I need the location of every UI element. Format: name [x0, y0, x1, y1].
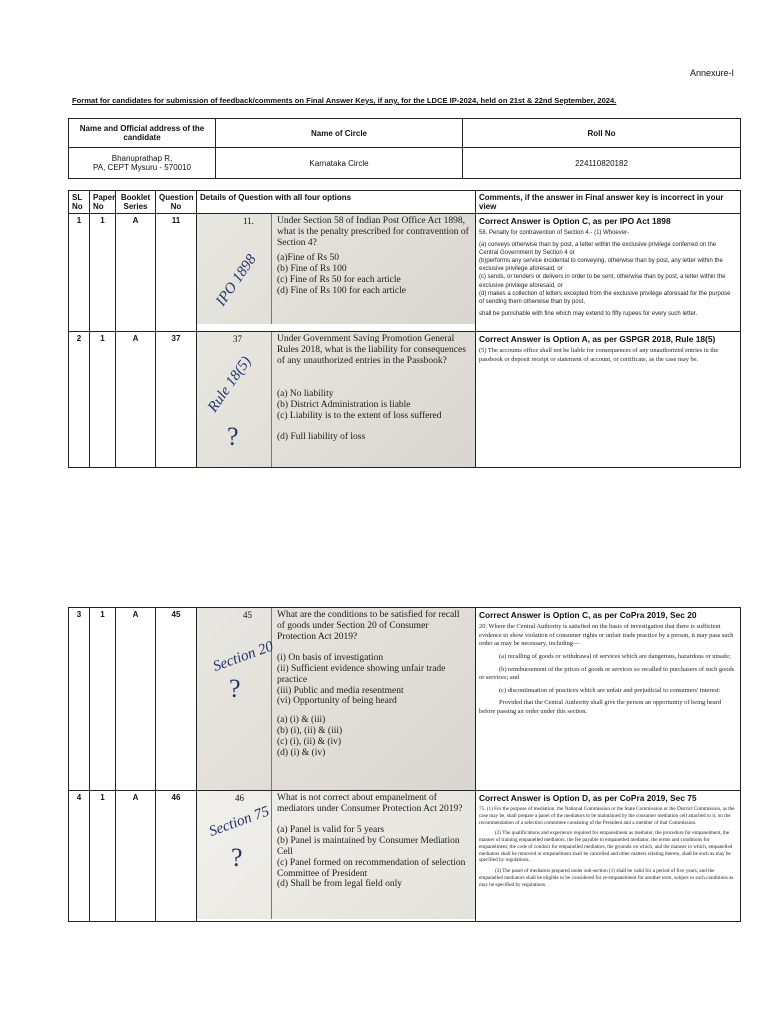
row-question: 11 — [156, 214, 197, 332]
act-excerpt — [479, 806, 737, 888]
scan-option: (b) District Administration is liable — [277, 399, 411, 410]
handwritten-annotation: Section 20 — [211, 638, 276, 676]
scan-option: (ii) Sufficient evidence showing unfair trade practice — [277, 663, 446, 685]
handwritten-question-mark: ? — [229, 674, 241, 703]
excerpt-paragraph: (2) The qualifications and experience required for empanelment as mediator, the procedure for empanelment, the manner of training empanelled mediators, the fee payable to empanelled mediator, the terms and conditions for empanelment, the code of conduct for empanelled mediators, the grounds on which, and the manner in which, empanelled mediators shall be removed or empanelment shall be cancelled and other matters relating thereto, shall be such as may be specified by regulations. — [479, 830, 733, 864]
question-scan-cell — [197, 214, 476, 332]
handwritten-annotation: Rule 18(5) — [205, 353, 255, 416]
excerpt-paragraph: (c) sends, or tenders or delivers in order to be sent, otherwise than by post, a letter within the exclusive privilege aforesaid, or — [479, 274, 726, 289]
correct-answer-statement: Correct Answer is Option C, as per IPO Act 1898 — [479, 216, 671, 226]
row-sl: 3 — [69, 608, 90, 791]
candidate-roll-no: 224110820182 — [463, 148, 741, 179]
table-row — [69, 608, 741, 791]
row-booklet: A — [116, 332, 156, 468]
scan-option: (a) No liability — [277, 388, 334, 399]
answer-comment-cell — [476, 608, 741, 791]
correct-answer-statement: Correct Answer is Option A, as per GSPGR 2018, Rule 18(5) — [479, 334, 716, 344]
handwritten-annotation: Section 75 — [207, 803, 272, 841]
row-booklet: A — [116, 791, 156, 922]
excerpt-paragraph: shall be punishable with fine which may extend to fifty rupees for every such letter. — [479, 310, 698, 317]
excerpt-paragraph: 20. Where the Central Authority is satisfied on the basis of investigation that there is sufficient evidence to show violation of consumer rights or unfair trade practice by a person, it may pass such order as may be necessary, including— — [479, 623, 734, 648]
row-sl: 4 — [69, 791, 90, 922]
header-sl: SL No — [69, 191, 90, 214]
handwritten-annotation: IPO 1898 — [213, 251, 260, 310]
question-scan-cell — [197, 791, 476, 922]
header-circle: Name of Circle — [216, 119, 463, 148]
scan-question-number: 45 — [243, 610, 252, 620]
excerpt-paragraph: (d) makes a collection of letters excepted from the exclusive privilege aforesaid for the purpose of sending them otherwise than by post, — [479, 290, 731, 305]
excerpt-paragraph: (3) The panel of mediators prepared under sub-section (1) shall be valid for a period of five years, and the empanelled mediators shall be eligible to be considered for re-empanelment for another term, subject to such conditions as may be specified by regulations. — [479, 868, 734, 888]
scan-option: (d) Fine of Rs 100 for each article — [277, 285, 406, 296]
act-excerpt — [479, 229, 737, 318]
excerpt-paragraph: (a) conveys otherwise than by post, a letter within the exclusive privilege conferred on the Central Government by Section 4 or — [479, 242, 717, 257]
scan-option: (d) (i) & (iv) — [277, 748, 326, 759]
scan-option: (c) (i), (ii) & (iv) — [277, 737, 342, 748]
question-table-part-1 — [68, 190, 741, 468]
excerpt-paragraph: (5) The accounts office shall not be liable for consequences of any unauthorized entries in the passbook or deposit receipt or statement of account, or certificate, as the case may be. — [479, 347, 719, 363]
table-row — [69, 332, 741, 468]
scan-question-number: 11. — [243, 216, 254, 226]
handwritten-question-mark: ? — [231, 843, 243, 872]
scan-question-text: Under Government Saving Promotion General Rules 2018, what is the liability for consequences of any unauthorized entries in the Passbook? — [277, 334, 466, 366]
row-sl: 1 — [69, 214, 90, 332]
header-question: Question No — [156, 191, 197, 214]
scan-option: (c) Panel formed on recommendation of selection Committee of President — [277, 857, 466, 879]
excerpt-paragraph: 58. Penalty for contravention of Section 4.- (1) Whoever- — [479, 230, 630, 236]
scan-question-number: 37 — [233, 334, 242, 344]
excerpt-paragraph: (b) reimbursement of the prices of goods or services so recalled to purchasers of such goods or services; and — [479, 665, 735, 682]
correct-answer-statement: Correct Answer is Option C, as per CoPra 2019, Sec 20 — [479, 610, 697, 620]
scan-option: (a) (i) & (iii) — [277, 715, 326, 726]
question-scan-image — [197, 608, 475, 790]
header-name-address: Name and Official address of the candidate — [69, 119, 216, 148]
excerpt-paragraph: (a) recalling of goods or withdrawal of services which are dangerous, hazardous or unsafe; — [499, 652, 731, 660]
question-scan-image — [197, 791, 475, 919]
row-sl: 2 — [69, 332, 90, 468]
scan-option: (c) Liability is to the extent of loss suffered — [277, 410, 442, 421]
row-question: 37 — [156, 332, 197, 468]
scan-option: (vi) Opportunity of being heard — [277, 696, 397, 707]
question-table-part-2 — [68, 607, 741, 922]
annexure-label: Annexure-I — [690, 68, 735, 78]
scan-option: (c) Fine of Rs 50 for each article — [277, 274, 401, 285]
scan-option: (d) Shall be from legal field only — [277, 879, 403, 890]
row-paper: 1 — [90, 214, 116, 332]
scan-option: (a)Fine of Rs 50 — [277, 252, 340, 263]
scan-option: (i) On basis of investigation — [277, 652, 384, 663]
excerpt-paragraph: (b)performs any service incidental to conveying, otherwise than by post, any letter within the exclusive privilege aforesaid, or — [479, 258, 723, 273]
scan-question-text: What are the conditions to be satisfied for recall of goods under Section 20 of Consumer Protection Act 2019? — [277, 610, 460, 642]
row-booklet: A — [116, 214, 156, 332]
candidate-name-address — [69, 148, 216, 179]
table-row — [69, 214, 741, 332]
act-excerpt — [479, 623, 737, 717]
act-excerpt — [479, 347, 737, 364]
scan-option: (b) Panel is maintained by Consumer Mediation Cell — [277, 835, 460, 857]
answer-comment-cell — [476, 791, 741, 922]
excerpt-paragraph: 75. (1) For the purpose of mediation, the National Commission or the State Commission or the District Commission, as the case may be, shall prepare a panel of the mediators to be maintained by the consumer mediation cell attached to it, on the recommendation of a selection committee consisting of the President and a member of that Commission. — [479, 806, 735, 826]
row-question: 46 — [156, 791, 197, 922]
scan-question-number: 46 — [235, 793, 244, 803]
answer-comment-cell — [476, 214, 741, 332]
excerpt-paragraph: Provided that the Central Authority shall give the person an opportunity of being heard before passing an order under this section. — [479, 699, 722, 716]
correct-answer-statement: Correct Answer is Option D, as per CoPra 2019, Sec 75 — [479, 793, 697, 803]
question-scan-cell — [197, 608, 476, 791]
candidate-table — [68, 118, 741, 179]
candidate-circle: Karnataka Circle — [216, 148, 463, 179]
row-paper: 1 — [90, 332, 116, 468]
header-comments: Comments, if the answer in Final answer key is incorrect in your view — [476, 191, 741, 214]
question-scan-image — [197, 214, 475, 324]
question-scan-image — [197, 332, 475, 467]
scan-option: (iii) Public and media resentment — [277, 685, 404, 696]
header-details: Details of Question with all four options — [197, 191, 476, 214]
scan-question-text: Under Section 58 of Indian Post Office Act 1898, what is the penalty prescribed for contravention of Section 4? — [277, 216, 469, 248]
scan-option: (a) Panel is valid for 5 years — [277, 824, 385, 835]
header-roll-no: Roll No — [463, 119, 741, 148]
excerpt-paragraph: (c) discontinuation of practices which are unfair and prejudicial to consumers' interest: — [499, 686, 721, 694]
scan-question-text: What is not correct about empanelment of mediators under Consumer Protection Act 2019? — [277, 793, 463, 814]
scan-option: (d) Full liability of loss — [277, 431, 366, 442]
header-booklet: Booklet Series — [116, 191, 156, 214]
row-paper: 1 — [90, 608, 116, 791]
answer-comment-cell — [476, 332, 741, 468]
row-paper: 1 — [90, 791, 116, 922]
row-booklet: A — [116, 608, 156, 791]
header-paper: Paper No — [90, 191, 116, 214]
table-row — [69, 791, 741, 922]
format-title: Format for candidates for submission of feedback/comments on Final Answer Keys, if any, for the LDCE IP-2024, held on 21st & 22nd September, 2024. — [72, 96, 617, 105]
row-question: 45 — [156, 608, 197, 791]
scan-option: (b) (i), (ii) & (iii) — [277, 726, 343, 737]
handwritten-question-mark: ? — [227, 422, 239, 451]
candidate-address: PA, CEPT Mysuru - 570010 — [93, 163, 191, 172]
scan-option: (b) Fine of Rs 100 — [277, 263, 347, 274]
question-scan-cell — [197, 332, 476, 468]
candidate-name: Bhanuprathap R, — [111, 154, 173, 163]
